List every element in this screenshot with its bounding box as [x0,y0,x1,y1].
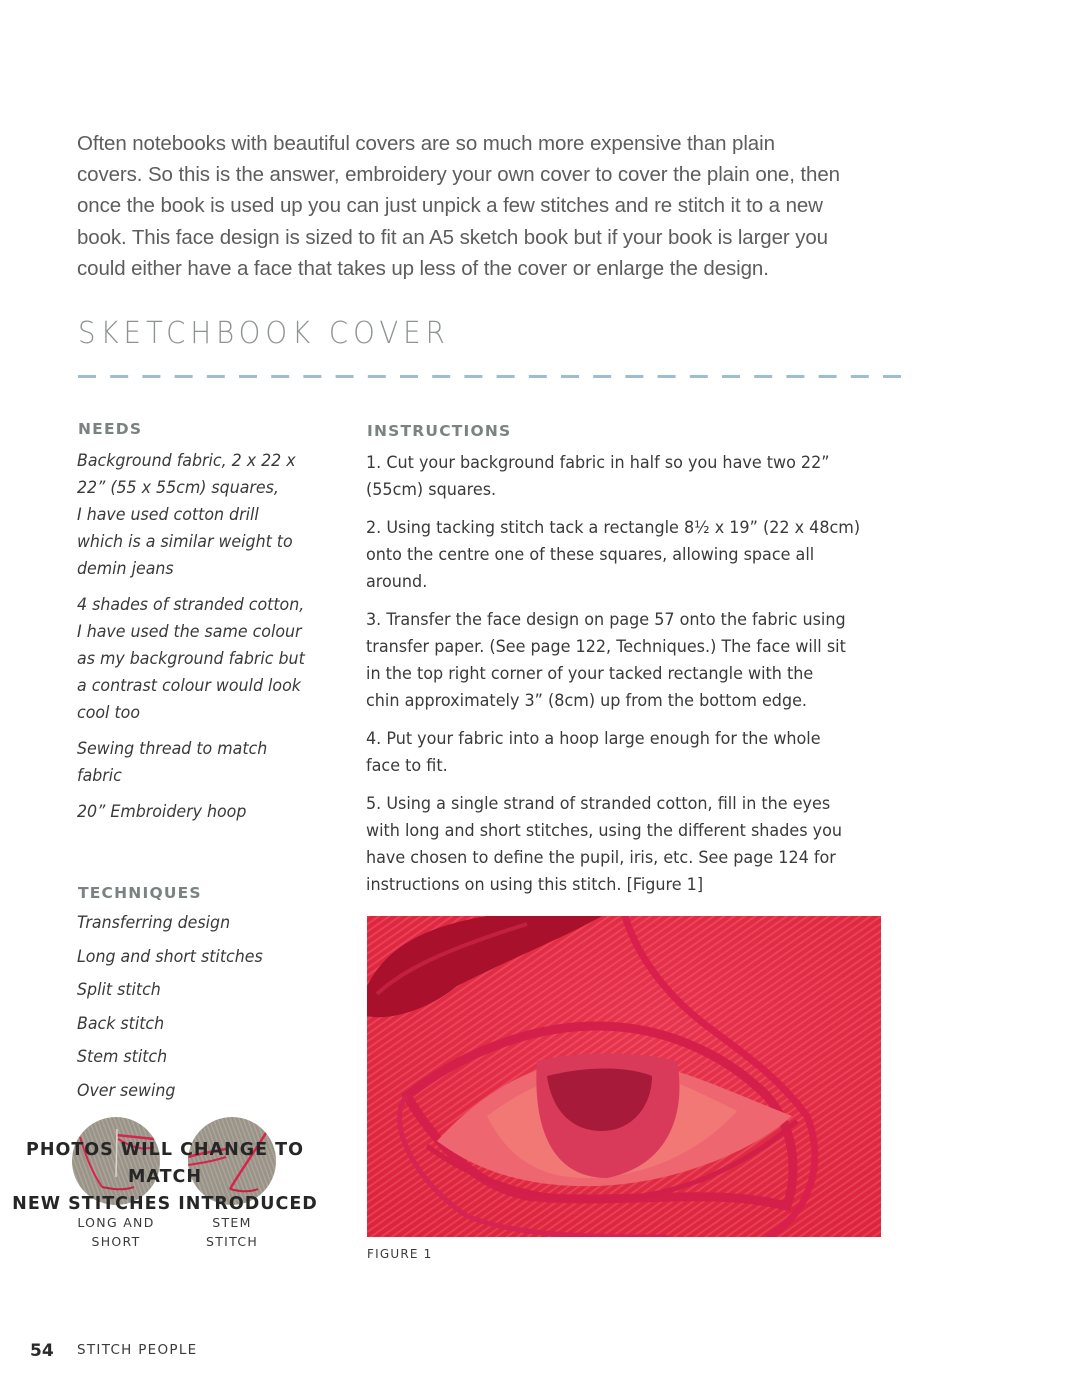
dash-segment [271,375,289,378]
instruction-step [366,726,887,780]
dash-segment [110,375,128,378]
needs-item [77,799,328,826]
needs-line: I have used the same colour [77,622,302,642]
needs-line: Background fabric, 2 x 22 x [77,451,296,471]
techniques-heading: TECHNIQUES [78,884,202,902]
dashed-divider [78,375,902,378]
needs-line: 22” (55 x 55cm) squares, [77,478,279,498]
step-line: transfer paper. (See page 122, Techniques.) The face will sit [366,637,846,657]
dash-segment [207,375,225,378]
dash-segment [690,375,708,378]
step-line: (55cm) squares. [366,480,497,500]
needs-item [77,736,328,790]
book-title-footer: STITCH PEOPLE [77,1342,198,1358]
dash-segment [336,375,354,378]
needs-line: 20” Embroidery hoop [77,802,247,822]
step-line: 5. Using a single strand of stranded cotton, fill in the eyes [366,794,831,814]
section-title: SKETCHBOOK COVER [78,316,450,351]
techniques-list [77,910,263,1112]
dash-segment [464,375,482,378]
step-line: instructions on using this stitch. [Figure 1] [366,875,704,895]
dash-segment [497,375,515,378]
step-line: in the top right corner of your tacked rectangle with the [366,664,814,684]
dash-segment [786,375,804,378]
technique-item: Split stitch [77,980,161,1001]
intro-line: could either have a face that takes up less of the cover or enlarge the design. [77,256,769,280]
dash-segment [529,375,547,378]
note-line: NEW STITCHES INTRODUCED [12,1194,318,1214]
step-line: 2. Using tacking stitch tack a rectangle 8½ x 19” (22 x 48cm) [366,518,861,538]
technique-item: Back stitch [77,1013,165,1034]
needs-list [77,448,328,835]
dash-segment [561,375,579,378]
technique-item: Stem stitch [77,1047,168,1068]
dash-segment [142,375,160,378]
needs-line: cool too [77,703,141,723]
dash-segment [368,375,386,378]
technique-item: Transferring design [77,913,231,933]
caption-line: SHORT [91,1234,141,1249]
note-line: PHOTOS WILL CHANGE TO MATCH [26,1140,304,1187]
caption-line: STEM [212,1215,252,1230]
dash-segment [754,375,772,378]
figure-1-embroidered-eye-photo [367,916,881,1237]
photos-placeholder-note [0,1137,330,1218]
dash-segment [593,375,611,378]
dash-segment [883,375,901,378]
intro-line: Often notebooks with beautiful covers are so much more expensive than plain [77,132,775,155]
needs-item [77,592,328,727]
dash-segment [819,375,837,378]
intro-paragraph [77,128,917,284]
needs-heading: NEEDS [78,420,143,438]
caption-line: LONG AND [77,1215,155,1230]
intro-line: once the book is used up you can just unpick a few stitches and re stitch it to a new [77,194,823,218]
caption-line: STITCH [205,1234,259,1249]
instructions-list [366,450,926,910]
dash-segment [175,375,193,378]
needs-item [77,448,328,583]
step-line: with long and short stitches, using the different shades you [366,821,842,841]
step-line: 1. Cut your background fabric in half so you have two 22” [366,453,830,473]
instruction-step [366,450,887,504]
dash-segment [78,375,96,378]
embroidered-eye-image [367,916,881,1237]
dash-segment [239,375,257,378]
long-and-short-caption [56,1213,176,1251]
needs-line: fabric [77,766,122,786]
step-line: chin approximately 3” (8cm) up from the bottom edge. [366,691,808,711]
dash-segment [658,375,676,378]
dash-segment [432,375,450,378]
needs-line: a contrast colour would look [77,676,301,696]
figure-caption: FIGURE 1 [367,1247,433,1261]
step-line: face to fit. [366,756,448,776]
step-line: have chosen to define the pupil, iris, etc. See page 124 for [366,848,836,868]
needs-line: as my background fabric but [77,649,305,669]
step-line: onto the centre one of these squares, allowing space all [366,545,815,565]
dash-segment [400,375,418,378]
step-line: around. [366,572,428,592]
technique-item: Long and short stitches [77,946,263,967]
needs-line: Sewing thread to match [77,739,268,759]
dash-segment [851,375,869,378]
technique-item: Over sewing [77,1080,176,1101]
intro-line: covers. So this is the answer, embroidery your own cover to cover the plain one, then [77,163,840,187]
instruction-step [366,515,887,596]
page-number: 54 [30,1341,54,1361]
instructions-heading: INSTRUCTIONS [367,422,512,440]
dash-segment [625,375,643,378]
needs-line: which is a similar weight to [77,532,293,552]
stem-stitch-caption [172,1213,292,1251]
intro-line: book. This face design is sized to fit an A5 sketch book but if your book is larger you [77,225,828,249]
needs-line: demin jeans [77,559,174,579]
needs-line: I have used cotton drill [77,505,259,525]
instruction-step [366,791,887,899]
step-line: 3. Transfer the face design on page 57 onto the fabric using [366,610,846,630]
dash-segment [722,375,740,378]
dash-segment [303,375,321,378]
needs-line: 4 shades of stranded cotton, [77,595,305,615]
step-line: 4. Put your fabric into a hoop large enough for the whole [366,729,821,749]
instruction-step [366,607,887,715]
